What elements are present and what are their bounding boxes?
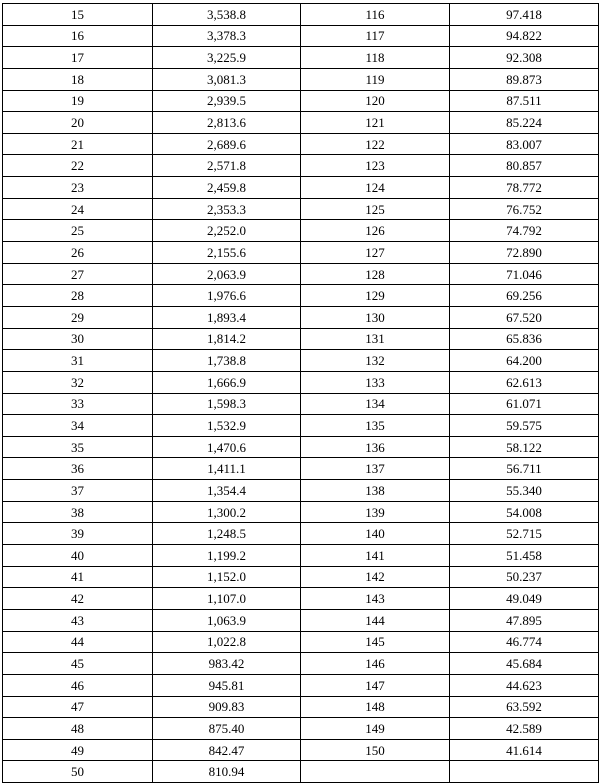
left-index-cell: 18	[3, 68, 153, 90]
table-row	[3, 155, 599, 177]
right-index-cell: 116	[301, 4, 450, 26]
left-value-cell: 2,155.6	[153, 242, 301, 264]
left-value-cell: 2,939.5	[153, 90, 301, 112]
left-value-cell: 1,063.9	[153, 609, 301, 631]
table-row	[3, 306, 599, 328]
left-index-cell: 45	[3, 653, 153, 675]
right-index-cell: 136	[301, 436, 450, 458]
table-row	[3, 4, 599, 26]
right-value-cell: 72.890	[450, 242, 599, 264]
table-row	[3, 739, 599, 761]
right-index-cell: 137	[301, 458, 450, 480]
table-row	[3, 393, 599, 415]
right-value-cell: 56.711	[450, 458, 599, 480]
right-value-cell: 94.822	[450, 25, 599, 47]
right-value-cell: 97.418	[450, 4, 599, 26]
left-value-cell: 3,538.8	[153, 4, 301, 26]
right-index-cell: 130	[301, 306, 450, 328]
table-row	[3, 263, 599, 285]
right-index-cell: 145	[301, 631, 450, 653]
right-index-cell: 150	[301, 739, 450, 761]
right-value-cell: 49.049	[450, 588, 599, 610]
table-row	[3, 545, 599, 567]
left-index-cell: 36	[3, 458, 153, 480]
table-row	[3, 436, 599, 458]
table-row	[3, 458, 599, 480]
left-value-cell: 2,813.6	[153, 112, 301, 134]
right-index-cell: 140	[301, 523, 450, 545]
left-value-cell: 2,063.9	[153, 263, 301, 285]
right-index-cell: 142	[301, 566, 450, 588]
table-row	[3, 328, 599, 350]
right-index-cell: 133	[301, 371, 450, 393]
left-index-cell: 16	[3, 25, 153, 47]
table-row	[3, 523, 599, 545]
left-value-cell: 1,354.4	[153, 480, 301, 502]
right-value-cell: 52.715	[450, 523, 599, 545]
left-index-cell: 35	[3, 436, 153, 458]
right-value-cell: 41.614	[450, 739, 599, 761]
right-value-cell: 45.684	[450, 653, 599, 675]
right-value-cell: 92.308	[450, 47, 599, 69]
left-value-cell: 3,081.3	[153, 68, 301, 90]
right-index-cell: 122	[301, 133, 450, 155]
right-index-cell: 119	[301, 68, 450, 90]
table-row	[3, 480, 599, 502]
left-value-cell: 1,107.0	[153, 588, 301, 610]
right-index-cell	[301, 761, 450, 783]
left-index-cell: 41	[3, 566, 153, 588]
right-index-cell: 148	[301, 696, 450, 718]
right-index-cell: 125	[301, 198, 450, 220]
table-row	[3, 47, 599, 69]
right-index-cell: 146	[301, 653, 450, 675]
left-value-cell: 1,666.9	[153, 371, 301, 393]
table-row	[3, 25, 599, 47]
left-index-cell: 39	[3, 523, 153, 545]
table-row	[3, 761, 599, 783]
right-value-cell: 46.774	[450, 631, 599, 653]
right-index-cell: 139	[301, 501, 450, 523]
right-value-cell: 42.589	[450, 718, 599, 740]
right-value-cell	[450, 761, 599, 783]
right-value-cell: 69.256	[450, 285, 599, 307]
left-value-cell: 2,252.0	[153, 220, 301, 242]
table-row	[3, 718, 599, 740]
table-row	[3, 68, 599, 90]
right-index-cell: 147	[301, 674, 450, 696]
left-index-cell: 25	[3, 220, 153, 242]
left-value-cell: 1,532.9	[153, 415, 301, 437]
right-index-cell: 134	[301, 393, 450, 415]
left-index-cell: 24	[3, 198, 153, 220]
left-index-cell: 38	[3, 501, 153, 523]
left-index-cell: 42	[3, 588, 153, 610]
right-index-cell: 128	[301, 263, 450, 285]
right-value-cell: 62.613	[450, 371, 599, 393]
left-index-cell: 34	[3, 415, 153, 437]
left-value-cell: 875.40	[153, 718, 301, 740]
right-value-cell: 54.008	[450, 501, 599, 523]
right-value-cell: 65.836	[450, 328, 599, 350]
left-index-cell: 23	[3, 177, 153, 199]
left-index-cell: 44	[3, 631, 153, 653]
right-value-cell: 67.520	[450, 306, 599, 328]
left-index-cell: 30	[3, 328, 153, 350]
right-index-cell: 121	[301, 112, 450, 134]
left-value-cell: 3,225.9	[153, 47, 301, 69]
left-value-cell: 2,459.8	[153, 177, 301, 199]
right-value-cell: 50.237	[450, 566, 599, 588]
right-value-cell: 59.575	[450, 415, 599, 437]
left-index-cell: 21	[3, 133, 153, 155]
left-index-cell: 22	[3, 155, 153, 177]
table-row	[3, 653, 599, 675]
left-value-cell: 2,353.3	[153, 198, 301, 220]
right-index-cell: 131	[301, 328, 450, 350]
table-row	[3, 220, 599, 242]
table-row	[3, 242, 599, 264]
right-value-cell: 47.895	[450, 609, 599, 631]
table-row	[3, 177, 599, 199]
right-value-cell: 87.511	[450, 90, 599, 112]
right-value-cell: 63.592	[450, 696, 599, 718]
left-value-cell: 2,571.8	[153, 155, 301, 177]
table-row	[3, 285, 599, 307]
table-row	[3, 350, 599, 372]
left-value-cell: 1,738.8	[153, 350, 301, 372]
right-index-cell: 135	[301, 415, 450, 437]
left-value-cell: 1,470.6	[153, 436, 301, 458]
left-index-cell: 17	[3, 47, 153, 69]
left-index-cell: 29	[3, 306, 153, 328]
right-index-cell: 143	[301, 588, 450, 610]
table-row	[3, 90, 599, 112]
left-index-cell: 19	[3, 90, 153, 112]
left-value-cell: 1,411.1	[153, 458, 301, 480]
right-value-cell: 61.071	[450, 393, 599, 415]
table-row	[3, 609, 599, 631]
right-value-cell: 78.772	[450, 177, 599, 199]
left-index-cell: 50	[3, 761, 153, 783]
left-value-cell: 810.94	[153, 761, 301, 783]
left-value-cell: 1,199.2	[153, 545, 301, 567]
left-index-cell: 27	[3, 263, 153, 285]
left-value-cell: 1,152.0	[153, 566, 301, 588]
left-index-cell: 40	[3, 545, 153, 567]
right-index-cell: 118	[301, 47, 450, 69]
left-value-cell: 1,022.8	[153, 631, 301, 653]
right-value-cell: 76.752	[450, 198, 599, 220]
left-value-cell: 1,814.2	[153, 328, 301, 350]
table-row	[3, 133, 599, 155]
table-row	[3, 566, 599, 588]
right-value-cell: 51.458	[450, 545, 599, 567]
right-value-cell: 83.007	[450, 133, 599, 155]
left-value-cell: 1,893.4	[153, 306, 301, 328]
right-index-cell: 149	[301, 718, 450, 740]
table-row	[3, 674, 599, 696]
left-value-cell: 3,378.3	[153, 25, 301, 47]
table-row	[3, 371, 599, 393]
table-body	[3, 4, 599, 783]
right-index-cell: 120	[301, 90, 450, 112]
left-value-cell: 945.81	[153, 674, 301, 696]
table-row	[3, 501, 599, 523]
left-index-cell: 43	[3, 609, 153, 631]
right-value-cell: 89.873	[450, 68, 599, 90]
table-row	[3, 696, 599, 718]
left-index-cell: 46	[3, 674, 153, 696]
left-index-cell: 26	[3, 242, 153, 264]
right-index-cell: 127	[301, 242, 450, 264]
right-index-cell: 124	[301, 177, 450, 199]
left-index-cell: 33	[3, 393, 153, 415]
table-row	[3, 631, 599, 653]
left-value-cell: 842.47	[153, 739, 301, 761]
left-index-cell: 37	[3, 480, 153, 502]
left-index-cell: 20	[3, 112, 153, 134]
data-table	[2, 3, 599, 783]
left-value-cell: 1,248.5	[153, 523, 301, 545]
left-index-cell: 28	[3, 285, 153, 307]
left-index-cell: 49	[3, 739, 153, 761]
table-row	[3, 112, 599, 134]
table-row	[3, 415, 599, 437]
right-index-cell: 123	[301, 155, 450, 177]
right-value-cell: 64.200	[450, 350, 599, 372]
left-index-cell: 32	[3, 371, 153, 393]
right-index-cell: 129	[301, 285, 450, 307]
right-value-cell: 71.046	[450, 263, 599, 285]
left-value-cell: 1,300.2	[153, 501, 301, 523]
right-index-cell: 144	[301, 609, 450, 631]
left-index-cell: 31	[3, 350, 153, 372]
left-value-cell: 909.83	[153, 696, 301, 718]
right-index-cell: 132	[301, 350, 450, 372]
right-value-cell: 74.792	[450, 220, 599, 242]
left-value-cell: 1,598.3	[153, 393, 301, 415]
right-value-cell: 85.224	[450, 112, 599, 134]
left-index-cell: 48	[3, 718, 153, 740]
right-index-cell: 138	[301, 480, 450, 502]
right-index-cell: 126	[301, 220, 450, 242]
right-value-cell: 80.857	[450, 155, 599, 177]
left-value-cell: 2,689.6	[153, 133, 301, 155]
right-value-cell: 58.122	[450, 436, 599, 458]
table-row	[3, 198, 599, 220]
left-value-cell: 1,976.6	[153, 285, 301, 307]
right-value-cell: 44.623	[450, 674, 599, 696]
left-index-cell: 15	[3, 4, 153, 26]
right-value-cell: 55.340	[450, 480, 599, 502]
table-row	[3, 588, 599, 610]
right-index-cell: 141	[301, 545, 450, 567]
left-index-cell: 47	[3, 696, 153, 718]
left-value-cell: 983.42	[153, 653, 301, 675]
right-index-cell: 117	[301, 25, 450, 47]
